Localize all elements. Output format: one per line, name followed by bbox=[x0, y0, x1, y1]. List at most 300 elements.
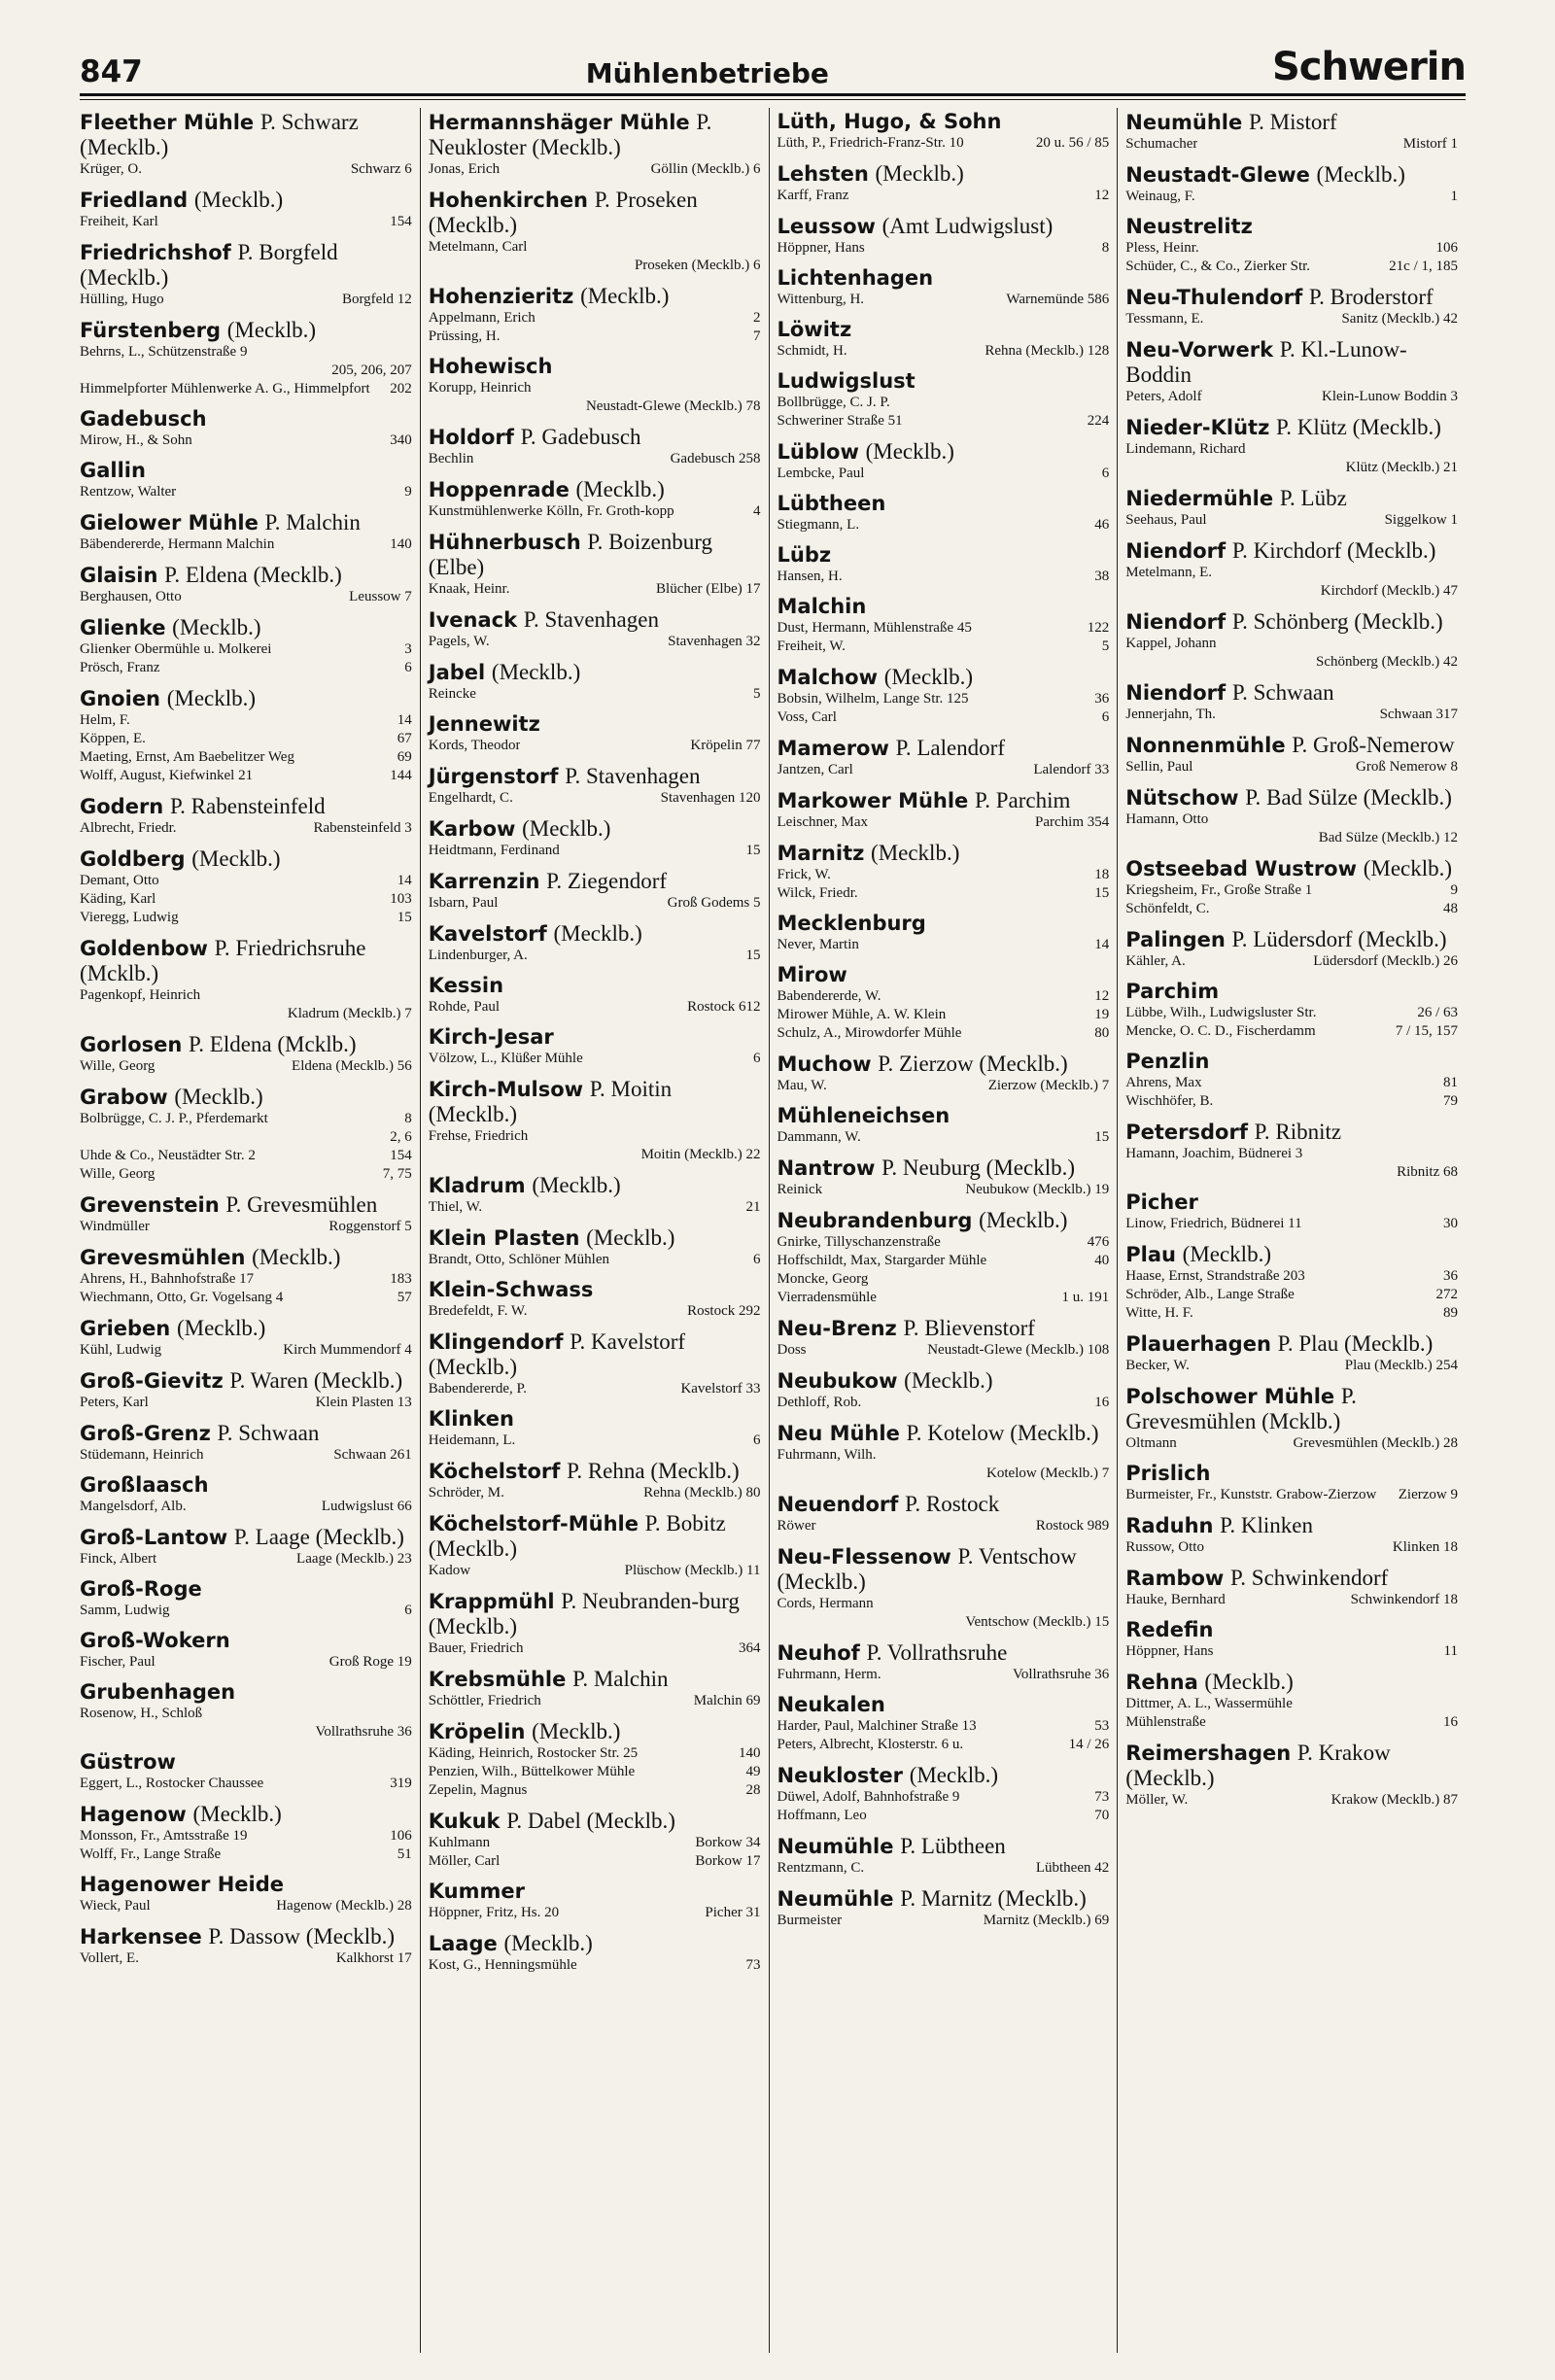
columns bbox=[80, 108, 1466, 2353]
place-heading bbox=[778, 369, 1110, 394]
postal-note: P. Ziegendorf bbox=[546, 869, 668, 893]
listing-phone: Schönberg (Mecklb.) 42 bbox=[1316, 654, 1458, 670]
postal-note: P. Bobitz (Mecklb.) bbox=[428, 1511, 726, 1561]
listing-name: Kähler, A. bbox=[1125, 953, 1186, 969]
place-entry bbox=[778, 1544, 1110, 1632]
place-heading bbox=[80, 510, 412, 535]
postal-note: P. Bad Sülze (Mecklb.) bbox=[1245, 785, 1452, 810]
listing-name: Schüder, C., & Co., Zierker Str. bbox=[1125, 259, 1311, 274]
postal-note: (Mecklb.) bbox=[191, 846, 281, 871]
place-entry bbox=[80, 1577, 412, 1620]
listing-name: Ahrens, H., Bahnhofstraße 17 bbox=[80, 1271, 255, 1287]
postal-note: P. Kl.-Lunow-Boddin bbox=[1125, 337, 1407, 387]
place-entry bbox=[778, 369, 1110, 431]
place-heading bbox=[429, 477, 761, 502]
listing-row bbox=[429, 1639, 761, 1658]
place-entry bbox=[1125, 1384, 1458, 1453]
listing-name: Kadow bbox=[428, 1563, 471, 1578]
place-heading bbox=[429, 764, 761, 789]
place-heading bbox=[1125, 215, 1458, 239]
place-heading bbox=[1125, 856, 1458, 881]
place-entry bbox=[1125, 927, 1458, 971]
listing-phone: 9 bbox=[404, 484, 412, 500]
listing-phone: Plüschow (Mecklb.) 11 bbox=[624, 1563, 761, 1578]
place-name: Rambow bbox=[1125, 1567, 1225, 1590]
listing-phone: Sanitz (Mecklb.) 42 bbox=[1341, 311, 1458, 327]
listing-name: Bredefeldt, F. W. bbox=[428, 1303, 528, 1319]
place-heading bbox=[80, 188, 412, 213]
listing-name: Schröder, M. bbox=[428, 1485, 504, 1500]
place-name: Neuhof bbox=[777, 1641, 860, 1665]
listing-name: Freiheit, W. bbox=[777, 638, 846, 654]
listing-row bbox=[778, 1233, 1110, 1252]
postal-note: P. Boizenburg (Elbe) bbox=[428, 530, 712, 579]
place-entry bbox=[80, 1680, 412, 1742]
place-entry bbox=[778, 1316, 1110, 1360]
place-name: Grevenstein bbox=[80, 1193, 220, 1217]
place-heading bbox=[1125, 1618, 1458, 1642]
place-name: Lüth, Hugo, & Sohn bbox=[777, 110, 1002, 133]
listing-phone: 69 bbox=[397, 749, 412, 765]
listing-name: Köppen, E. bbox=[80, 731, 146, 746]
place-entry bbox=[429, 1329, 761, 1398]
listing-name: Prüssing, H. bbox=[428, 328, 501, 344]
page-number: 847 bbox=[80, 54, 143, 89]
listing-name: Rentzmann, C. bbox=[777, 1860, 865, 1876]
place-heading bbox=[778, 214, 1110, 239]
listing-phone: 15 bbox=[1094, 885, 1110, 901]
postal-note: (Mecklb.) bbox=[174, 1085, 263, 1109]
place-heading bbox=[429, 607, 761, 633]
place-entry bbox=[778, 912, 1110, 954]
place-name: Krebsmühle bbox=[428, 1668, 567, 1691]
listing-name: Wille, Georg bbox=[80, 1058, 156, 1074]
postal-note: (Mecklb.) bbox=[875, 161, 964, 186]
listing-name: Haase, Ernst, Strandstraße 203 bbox=[1125, 1268, 1305, 1284]
listing-name: Schöttler, Friedrich bbox=[428, 1693, 541, 1708]
place-name: Lichtenhagen bbox=[777, 266, 934, 290]
place-heading bbox=[778, 912, 1110, 936]
listing-name: Bolbrügge, C. J. P., Pferdemarkt bbox=[80, 1111, 268, 1126]
listing-row bbox=[778, 291, 1110, 309]
postal-note: P. Klinken bbox=[1220, 1513, 1314, 1537]
listing-phone: Zierzow (Mecklb.) 7 bbox=[987, 1078, 1110, 1093]
listing-phone: Vollrathsruhe 36 bbox=[315, 1724, 412, 1740]
place-entry bbox=[1125, 1618, 1458, 1661]
listing-row bbox=[80, 1602, 412, 1620]
listing-row bbox=[429, 379, 761, 397]
listing-row bbox=[80, 872, 412, 890]
place-entry bbox=[778, 266, 1110, 309]
listing-phone: 26 / 63 bbox=[1417, 1005, 1458, 1020]
listing-name: Seehaus, Paul bbox=[1125, 512, 1207, 528]
place-heading bbox=[80, 1316, 412, 1341]
listing-name: Fuhrmann, Herm. bbox=[777, 1667, 881, 1682]
place-heading bbox=[778, 841, 1110, 866]
place-entry bbox=[1125, 162, 1458, 206]
place-name: Glaisin bbox=[80, 564, 158, 587]
place-entry bbox=[778, 1104, 1110, 1147]
listing-phone: Neustadt-Glewe (Mecklb.) 78 bbox=[585, 398, 761, 414]
place-heading bbox=[80, 1245, 412, 1270]
listing-phone: 16 bbox=[1094, 1395, 1110, 1410]
listing-row bbox=[429, 1127, 761, 1146]
place-heading bbox=[778, 1492, 1110, 1517]
place-entry bbox=[778, 1640, 1110, 1684]
listing-name: Fischer, Paul bbox=[80, 1654, 156, 1670]
listing-name: Wittenburg, H. bbox=[777, 292, 865, 307]
listing-name: Röwer bbox=[777, 1518, 816, 1534]
listing-phone: Kirchdorf (Mecklb.) 47 bbox=[1320, 583, 1458, 599]
postal-note: P. Schwaan bbox=[1231, 680, 1334, 705]
place-entry bbox=[1125, 1050, 1458, 1111]
postal-note: P. Schwaan bbox=[217, 1421, 320, 1445]
listing-name: Metelmann, Carl bbox=[428, 239, 528, 255]
listing-name: Wieck, Paul bbox=[80, 1898, 151, 1914]
listing-row bbox=[778, 884, 1110, 903]
place-heading bbox=[80, 1368, 412, 1394]
place-entry bbox=[80, 615, 412, 677]
listing-row bbox=[429, 1562, 761, 1580]
place-name: Klein-Schwass bbox=[428, 1278, 594, 1301]
place-name: Neumühle bbox=[777, 1835, 894, 1858]
listing-name: Helm, F. bbox=[80, 712, 130, 728]
listing-phone: 14 / 26 bbox=[1068, 1737, 1110, 1752]
postal-note: P. Schwinkendorf bbox=[1230, 1566, 1389, 1590]
listing-name: Wiechmann, Otto, Gr. Vogelsang 4 bbox=[80, 1290, 284, 1305]
listing-name: Mühlenstraße bbox=[1125, 1714, 1206, 1730]
place-heading bbox=[80, 563, 412, 588]
place-entry bbox=[429, 1931, 761, 1975]
listing-phone: Borgfeld 12 bbox=[341, 292, 412, 307]
listing-name: Weinaug, F. bbox=[1125, 189, 1195, 204]
place-entry bbox=[429, 712, 761, 755]
listing-row bbox=[80, 1341, 412, 1360]
place-heading bbox=[429, 1931, 761, 1956]
place-heading bbox=[80, 1192, 412, 1218]
postal-note: P. Moitin (Mecklb.) bbox=[428, 1077, 673, 1126]
listing-name: Höppner, Hans bbox=[1125, 1643, 1214, 1659]
postal-note: (Mecklb.) bbox=[1363, 856, 1453, 880]
place-name: Muchow bbox=[777, 1052, 872, 1076]
listing-row bbox=[80, 535, 412, 554]
place-name: Niendorf bbox=[1125, 610, 1227, 634]
listing-phone: 4 bbox=[753, 503, 761, 519]
place-heading bbox=[1125, 162, 1458, 188]
place-name: Gallin bbox=[80, 459, 146, 482]
listing-name: Hamann, Joachim, Büdnerei 3 bbox=[1125, 1146, 1303, 1161]
place-name: Lübz bbox=[777, 543, 832, 567]
listing-row bbox=[778, 239, 1110, 258]
listing-phone: Groß Godems 5 bbox=[667, 895, 761, 911]
place-entry bbox=[778, 1156, 1110, 1199]
place-heading bbox=[778, 1544, 1110, 1595]
place-entry bbox=[429, 1511, 761, 1580]
place-heading bbox=[1125, 1120, 1458, 1145]
place-heading bbox=[429, 1225, 761, 1251]
listing-phone: 205, 206, 207 bbox=[331, 362, 412, 378]
listing-row bbox=[80, 1289, 412, 1307]
listing-name: Voss, Carl bbox=[777, 709, 837, 725]
listing-row bbox=[778, 1912, 1110, 1930]
listing-phone: 67 bbox=[397, 731, 412, 746]
listing-name: Heidtmann, Ferdinand bbox=[428, 843, 560, 858]
listing-name: Vierradensmühle bbox=[777, 1290, 877, 1305]
listing-phone: Klein-Lunow Boddin 3 bbox=[1322, 389, 1458, 404]
listing-name: Pagenkopf, Heinrich bbox=[80, 987, 201, 1003]
listing-phone: 6 bbox=[753, 1432, 761, 1448]
place-heading bbox=[80, 1802, 412, 1827]
place-name: Groß-Gievitz bbox=[80, 1369, 224, 1393]
listing-phone: Ventschow (Mecklb.) 15 bbox=[965, 1614, 1110, 1630]
place-heading bbox=[778, 1104, 1110, 1128]
place-heading bbox=[429, 284, 761, 309]
listing-phone: 21c / 1, 185 bbox=[1389, 259, 1458, 274]
place-entry bbox=[778, 1368, 1110, 1412]
listing-row bbox=[80, 431, 412, 450]
place-entry bbox=[1125, 1462, 1458, 1504]
place-name: Klingendorf bbox=[428, 1330, 564, 1354]
listing-row bbox=[429, 257, 761, 275]
postal-note: P. Neuburg (Mecklb.) bbox=[881, 1156, 1075, 1180]
place-entry bbox=[1125, 538, 1458, 601]
listing-name: Cords, Hermann bbox=[777, 1596, 874, 1611]
place-entry bbox=[429, 477, 761, 521]
place-entry bbox=[1125, 1190, 1458, 1233]
postal-note: P. Lübz bbox=[1279, 486, 1347, 510]
postal-note: (Mecklb.) bbox=[904, 1368, 993, 1393]
place-heading bbox=[778, 963, 1110, 987]
place-heading bbox=[80, 1525, 412, 1550]
place-name: Polschower Mühle bbox=[1125, 1385, 1335, 1408]
postal-note: P. Schönberg (Mecklb.) bbox=[1231, 609, 1443, 634]
postal-note: (Mecklb.) bbox=[176, 1316, 266, 1340]
place-name: Lehsten bbox=[777, 162, 869, 186]
place-entry bbox=[429, 660, 761, 704]
column-1 bbox=[80, 108, 420, 2353]
listing-name: Gnirke, Tillyschanzenstraße bbox=[777, 1234, 941, 1250]
listing-row bbox=[429, 397, 761, 416]
postal-note: P. Neukloster (Mecklb.) bbox=[428, 110, 712, 159]
listing-phone: 183 bbox=[390, 1271, 412, 1287]
place-name: Kirch-Jesar bbox=[428, 1025, 554, 1049]
listing-row bbox=[80, 1653, 412, 1672]
place-heading bbox=[429, 188, 761, 238]
listing-row bbox=[429, 998, 761, 1017]
place-name: Neubrandenburg bbox=[777, 1209, 973, 1232]
listing-row bbox=[80, 1827, 412, 1845]
listing-name: Düwel, Adolf, Bahnhofstraße 9 bbox=[777, 1789, 960, 1805]
listing-name: Jantzen, Carl bbox=[777, 762, 853, 777]
listing-name: Babendererde, W. bbox=[777, 988, 881, 1004]
place-entry bbox=[778, 1052, 1110, 1095]
place-entry bbox=[429, 1278, 761, 1321]
place-heading bbox=[429, 1459, 761, 1484]
postal-note: P. Klütz (Mecklb.) bbox=[1275, 415, 1441, 439]
listing-phone: 70 bbox=[1094, 1808, 1110, 1823]
listing-name: Lübbe, Wilh., Ludwigsluster Str. bbox=[1125, 1005, 1317, 1020]
listing-phone: 6 bbox=[404, 660, 412, 675]
place-name: Palingen bbox=[1125, 928, 1226, 951]
listing-name: Peters, Adolf bbox=[1125, 389, 1202, 404]
place-name: Neumühle bbox=[777, 1887, 894, 1911]
listing-name: Dethloff, Rob. bbox=[777, 1395, 862, 1410]
listing-phone: 79 bbox=[1443, 1093, 1458, 1109]
listing-name: Jonas, Erich bbox=[428, 161, 501, 177]
listing-name: Sellin, Paul bbox=[1125, 759, 1193, 775]
listing-name: Schulz, A., Mirowdorfer Mühle bbox=[777, 1025, 962, 1041]
listing-phone: Bad Sülze (Mecklb.) 12 bbox=[1318, 830, 1458, 845]
postal-note: P. Eldena (Mcklb.) bbox=[189, 1032, 357, 1056]
listing-name: Käding, Karl bbox=[80, 891, 156, 907]
postal-note: P. Kirchdorf (Mecklb.) bbox=[1231, 538, 1436, 563]
listing-row bbox=[429, 1380, 761, 1398]
listing-phone: Ribnitz 68 bbox=[1397, 1164, 1458, 1180]
listing-name: Engelhardt, C. bbox=[428, 790, 513, 806]
listing-name: Höppner, Fritz, Hs. 20 bbox=[428, 1905, 560, 1920]
listing-name: Ahrens, Max bbox=[1125, 1075, 1202, 1090]
listing-name: Mencke, O. C. D., Fischerdamm bbox=[1125, 1023, 1316, 1039]
place-entry bbox=[778, 1834, 1110, 1878]
place-name: Groß-Roge bbox=[80, 1577, 202, 1601]
listing-name: Lindemann, Richard bbox=[1125, 441, 1246, 457]
listing-phone: 7 bbox=[753, 328, 761, 344]
place-name: Malchow bbox=[777, 666, 878, 689]
place-entry bbox=[429, 1025, 761, 1068]
place-heading bbox=[80, 615, 412, 640]
postal-note: P. Lalendorf bbox=[895, 736, 1005, 760]
listing-row bbox=[429, 685, 761, 704]
listing-row bbox=[1125, 1286, 1458, 1304]
listing-row bbox=[1125, 188, 1458, 206]
place-heading bbox=[778, 1052, 1110, 1077]
place-name: Kessin bbox=[428, 974, 504, 997]
place-heading bbox=[1125, 1331, 1458, 1357]
postal-note: (Mecklb.) bbox=[172, 615, 261, 639]
place-name: Leussow bbox=[777, 215, 876, 238]
listing-row bbox=[778, 1666, 1110, 1684]
postal-note: P. Stavenhagen bbox=[565, 764, 701, 788]
place-name: Mirow bbox=[777, 963, 847, 986]
place-entry bbox=[1125, 1566, 1458, 1609]
listing-phone: Neubukow (Mecklb.) 19 bbox=[965, 1182, 1110, 1197]
place-name: Mamerow bbox=[777, 737, 889, 760]
place-name: Rehna bbox=[1125, 1671, 1198, 1694]
listing-phone: 202 bbox=[390, 381, 412, 397]
place-name: Marnitz bbox=[777, 842, 865, 865]
listing-row bbox=[429, 1198, 761, 1217]
postal-note: P. Grevesmühlen bbox=[225, 1192, 378, 1217]
listing-phone: 319 bbox=[390, 1776, 412, 1791]
listing-name: Russow, Otto bbox=[1125, 1539, 1204, 1555]
place-name: Grevesmühlen bbox=[80, 1246, 246, 1269]
place-entry bbox=[1125, 733, 1458, 776]
postal-note: (Mecklb.) bbox=[586, 1225, 675, 1250]
listing-phone: 106 bbox=[390, 1828, 412, 1844]
listing-phone: Klinken 18 bbox=[1392, 1539, 1458, 1555]
place-entry bbox=[1125, 486, 1458, 530]
listing-name: Fuhrmann, Wilh. bbox=[777, 1447, 877, 1463]
listing-row bbox=[1125, 310, 1458, 328]
listing-row bbox=[1125, 239, 1458, 258]
listing-row bbox=[778, 187, 1110, 205]
listing-phone: Vollrathsruhe 36 bbox=[1012, 1667, 1110, 1682]
place-entry bbox=[429, 1407, 761, 1450]
place-name: Penzlin bbox=[1125, 1050, 1210, 1073]
place-name: Redefin bbox=[1125, 1618, 1214, 1641]
place-heading bbox=[778, 1640, 1110, 1666]
listing-row bbox=[429, 1904, 761, 1922]
listing-phone: 14 bbox=[397, 712, 412, 728]
listing-name: Himmelpforter Mühlenwerke A. G., Himmelpfort bbox=[80, 381, 370, 397]
listing-phone: 57 bbox=[397, 1290, 412, 1305]
listing-name: Windmüller bbox=[80, 1219, 150, 1234]
place-heading bbox=[429, 1880, 761, 1904]
place-name: Parchim bbox=[1125, 980, 1220, 1003]
place-heading bbox=[778, 1316, 1110, 1341]
listing-phone: 7, 75 bbox=[382, 1166, 412, 1182]
listing-phone: Borkow 34 bbox=[695, 1835, 761, 1850]
listing-name: Kühl, Ludwig bbox=[80, 1342, 162, 1358]
place-entry bbox=[80, 794, 412, 838]
place-heading bbox=[80, 459, 412, 483]
listing-row bbox=[80, 1147, 412, 1165]
postal-note: P. Plau (Mecklb.) bbox=[1277, 1331, 1434, 1356]
postal-note: (Mecklb.) bbox=[503, 1931, 593, 1955]
listing-row bbox=[778, 761, 1110, 779]
listing-name: Babendererde, P. bbox=[428, 1381, 527, 1397]
listing-phone: 14 bbox=[1094, 937, 1110, 952]
listing-row bbox=[80, 160, 412, 179]
postal-note: (Mecklb.) bbox=[553, 921, 642, 946]
place-entry bbox=[429, 869, 761, 913]
place-name: Neustadt-Glewe bbox=[1125, 163, 1310, 187]
listing-name: Bechlin bbox=[428, 451, 474, 466]
listing-name: Linow, Friedrich, Büdnerei 11 bbox=[1125, 1216, 1302, 1231]
listing-name: Oltmann bbox=[1125, 1435, 1177, 1451]
listing-phone: Picher 31 bbox=[705, 1905, 761, 1920]
postal-note: P. Rostock bbox=[905, 1492, 1000, 1516]
listing-phone: Klein Plasten 13 bbox=[315, 1395, 412, 1410]
listing-row bbox=[778, 1394, 1110, 1412]
listing-phone: 21 bbox=[745, 1199, 761, 1215]
place-entry bbox=[429, 921, 761, 965]
listing-name: Becker, W. bbox=[1125, 1358, 1190, 1373]
listing-row bbox=[1125, 758, 1458, 776]
listing-row bbox=[80, 890, 412, 909]
place-entry bbox=[1125, 1670, 1458, 1732]
postal-note: (Mecklb.) bbox=[226, 318, 317, 342]
listing-row bbox=[1125, 459, 1458, 477]
place-name: Holdorf bbox=[428, 426, 514, 449]
place-heading bbox=[1125, 337, 1458, 388]
postal-note: P. Dassow (Mecklb.) bbox=[208, 1924, 396, 1949]
postal-note: P. Lüdersdorf (Mecklb.) bbox=[1231, 927, 1447, 951]
listing-row bbox=[778, 342, 1110, 361]
listing-phone: 340 bbox=[390, 432, 412, 448]
listing-name: Mirow, H., & Sohn bbox=[80, 432, 192, 448]
place-name: Karbow bbox=[428, 817, 516, 841]
listing-name: Völzow, L., Klüßer Mühle bbox=[428, 1051, 583, 1066]
listing-name: Schumacher bbox=[1125, 136, 1198, 152]
place-entry bbox=[1125, 1242, 1458, 1323]
place-name: Köchelstorf-Mühle bbox=[428, 1512, 639, 1535]
listing-phone: 12 bbox=[1094, 188, 1110, 203]
listing-row bbox=[778, 708, 1110, 727]
listing-phone: Schwaan 261 bbox=[333, 1447, 412, 1463]
listing-phone: Göllin (Mecklb.) 6 bbox=[650, 161, 761, 177]
listing-name: Appelmann, Erich bbox=[428, 310, 536, 326]
